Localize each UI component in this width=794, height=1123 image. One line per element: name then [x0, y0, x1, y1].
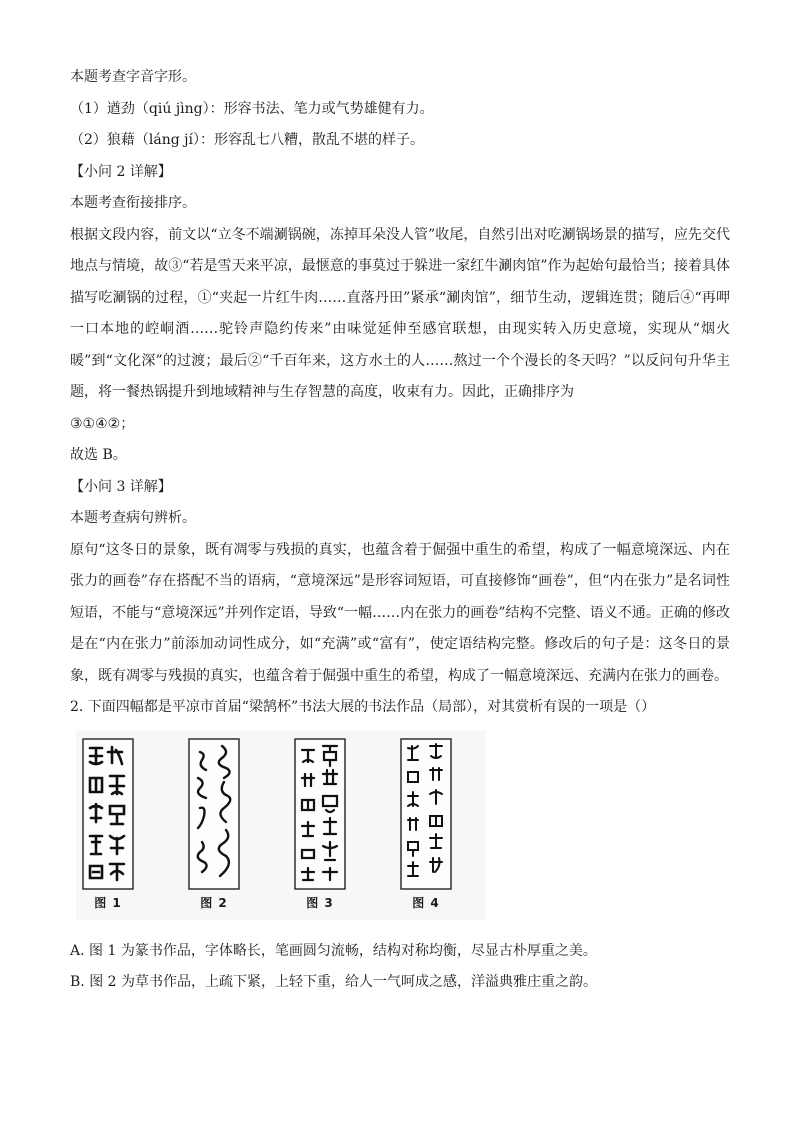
calligraphy-figures	[76, 730, 496, 930]
figure-1	[82, 738, 134, 911]
q2-order: ③①④②；	[70, 415, 135, 432]
figure-2	[188, 738, 240, 911]
q2-intro: 本题考查衔接排序。	[70, 195, 196, 211]
figure-3-label: 图 3	[306, 895, 334, 910]
figure-1-calligraphy-image	[82, 738, 134, 890]
figure-3-calligraphy-image	[294, 738, 346, 890]
option-b[interactable]: B. 图 2 为草书作品，上疏下紧，上轻下重，给人一气呵成之感，洋溢典雅庄重之韵。	[70, 974, 597, 990]
document-page	[70, 62, 730, 999]
q2-heading: 【小问 2 详解】	[70, 163, 172, 180]
figure-4-calligraphy-image	[400, 738, 452, 890]
option-a[interactable]: A. 图 1 为篆书作品，字体略长，笔画圆匀流畅，结构对称均衡，尽显古朴厚重之美。	[70, 942, 597, 959]
figure-4-label: 图 4	[412, 895, 440, 910]
figure-2-label: 图 2	[200, 895, 228, 910]
figure-4	[400, 738, 452, 911]
q2-analysis: 根据文段内容，前文以“立冬不端涮锅碗，冻掉耳朵没人管”收尾，自然引出对吃涮锅场景的描写，应先交代地点与情境，故③“若是雪天来平凉，最惬意的事莫过于躲进一家红牛涮肉馆”作为起始句最恰当；接着具体描写吃涮锅的过程，①“夹起一片红牛肉……直落丹田”紧承“涮肉馆”，细节生动，逻辑连贯；随后④“再呷一口本地的崆峒酒……驼铃声隐约传来”由味觉延伸至感官联想，由现实转入历史意境，实现从“烟火暖”到“文化深”的过渡；最后②“千百年来，这方水土的人……熬过一个个漫长的冬天吗？”以反问句升华主题，将一餐热锅提升到地域精神与生存智慧的高度，收束有力。因此，正确排序为	[70, 226, 730, 400]
q1-summary: 本题考查字音字形。	[70, 69, 196, 85]
q1-item-2: （2）狼藉（láng jí）：形容乱七八糟，散乱不堪的样子。	[70, 132, 424, 148]
q3-heading: 【小问 3 详解】	[70, 478, 172, 495]
figure-2-calligraphy-image	[188, 738, 240, 890]
q3-intro: 本题考查病句辨析。	[70, 510, 196, 526]
q3-analysis: 原句“这冬日的景象，既有凋零与残损的真实，也蕴含着于倔强中重生的希望，构成了一幅意境深远、内在张力的画卷”存在搭配不当的语病，“意境深远”是形容词短语，可直接修饰“画卷”，但“内在张力”是名词性短语，不能与“意境深远”并列作定语，导致“一幅……内在张力的画卷”结构不完整、语义不通。正确的修改是在“内在张力”前添加动词性成分，如“充满”或“富有”，使定语结构完整。修改后的句子是：这冬日的景象，既有凋零与残损的真实，也蕴含着于倔强中重生的希望，构成了一幅意境深远、充满内在张力的画卷。	[70, 541, 730, 684]
q1-item-1: （1）遒劲（qiú jìng）：形容书法、笔力或气势雄健有力。	[70, 100, 434, 117]
q2-answer: 故选 B。	[70, 447, 127, 463]
figure-3	[294, 738, 346, 911]
question-2-stem: 2. 下面四幅都是平凉市首届“梁鹄杯”书法大展的书法作品（局部），对其赏析有误的一项是（）	[70, 699, 656, 715]
figure-1-label: 图 1	[94, 895, 122, 910]
